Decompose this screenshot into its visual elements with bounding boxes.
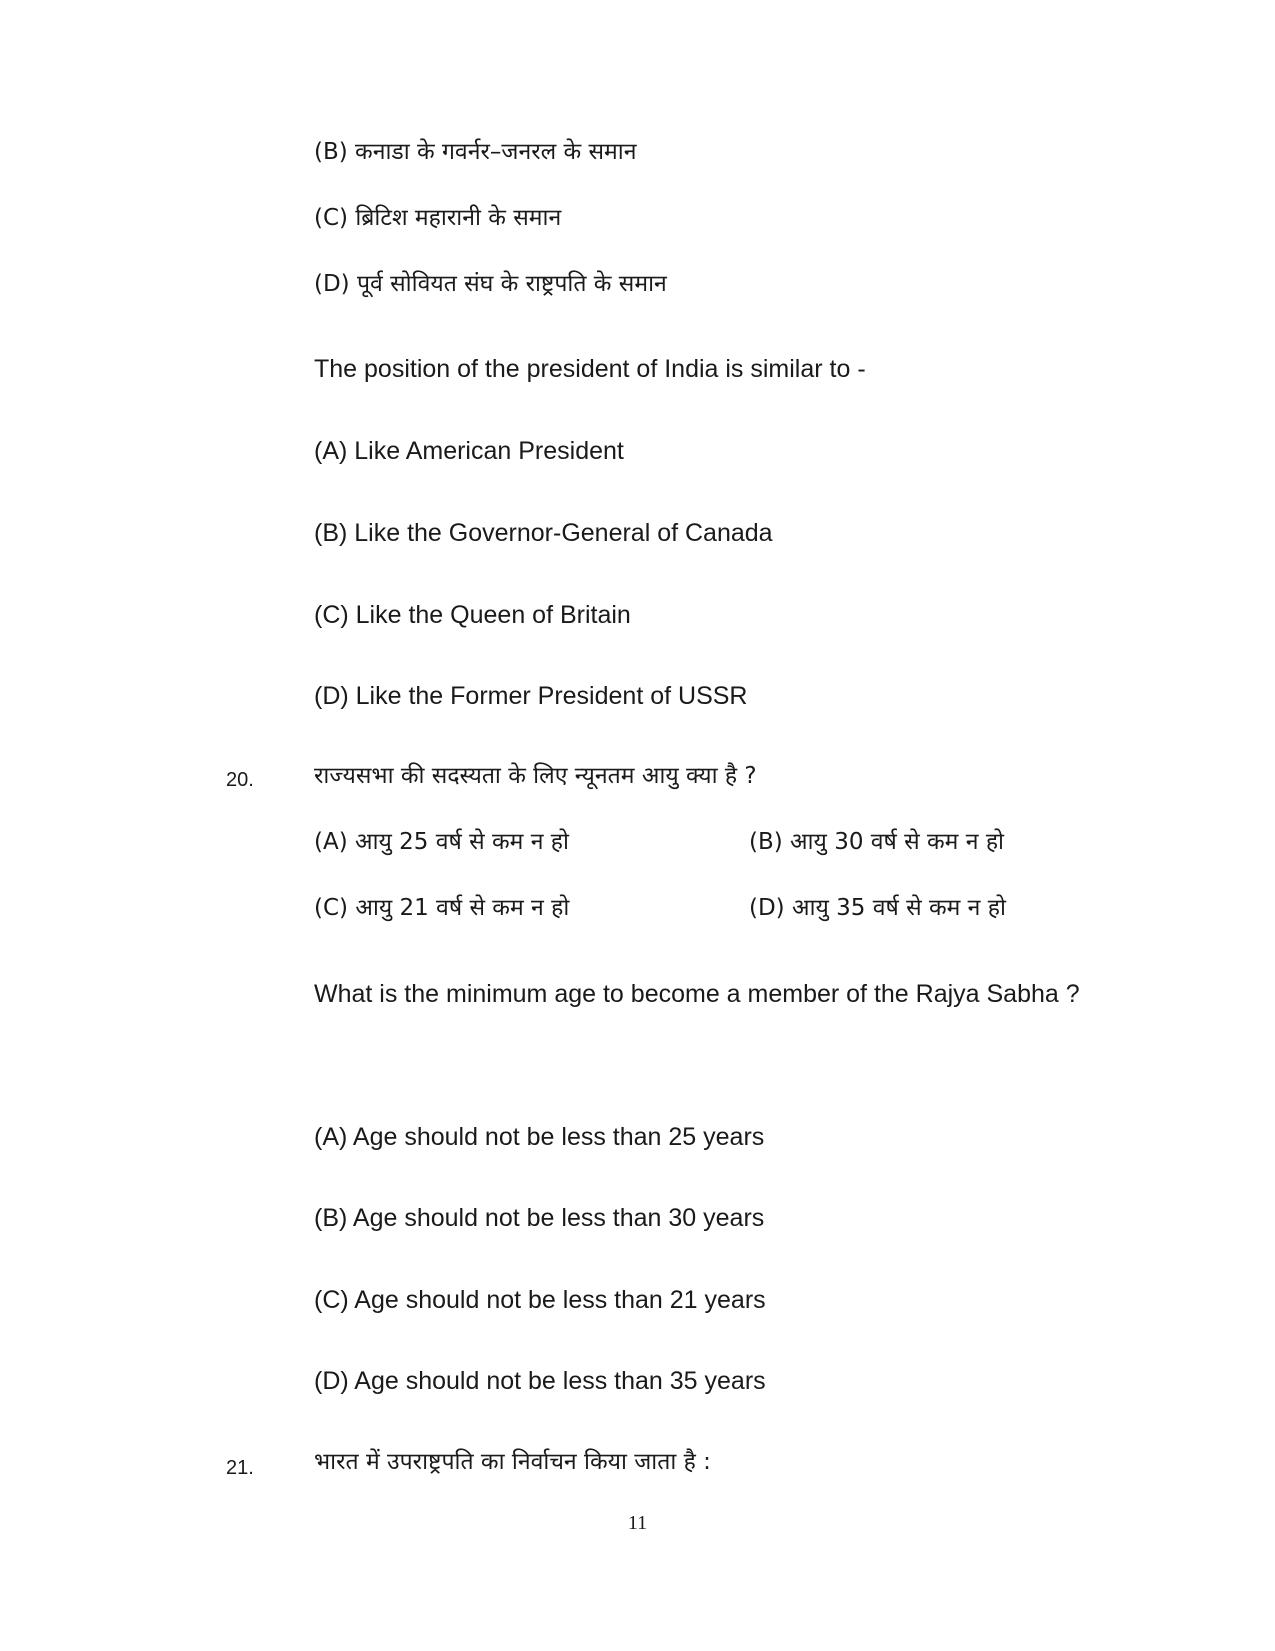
q21-number: 21. <box>226 1457 254 1479</box>
q20-hindi-option-a: (A) आयु 25 वर्ष से कम न हो <box>314 829 569 855</box>
q19-english-option-d: (D) Like the Former President of USSR <box>314 682 748 710</box>
q20-hindi-option-b: (B) आयु 30 वर्ष से कम न हो <box>749 829 1004 855</box>
q20-hindi-option-d: (D) आयु 35 वर्ष से कम न हो <box>749 895 1006 921</box>
q20-hindi-question: राज्यसभा की सदस्यता के लिए न्यूनतम आयु क्या है ? <box>314 763 757 789</box>
q20-english-option-c: (C) Age should not be less than 21 years <box>314 1286 766 1314</box>
q19-hindi-option-d: (D) पूर्व सोवियत संघ के राष्ट्रपति के समान <box>314 271 667 297</box>
q20-english-option-d: (D) Age should not be less than 35 years <box>314 1367 766 1395</box>
q19-english-option-b: (B) Like the Governor-General of Canada <box>314 519 773 547</box>
page-number: 11 <box>627 1512 648 1534</box>
q19-hindi-option-c: (C) ब्रिटिश महारानी के समान <box>314 205 562 231</box>
q21-hindi-question: भारत में उपराष्ट्रपति का निर्वाचन किया जाता है : <box>314 1449 711 1475</box>
q20-english-option-b: (B) Age should not be less than 30 years <box>314 1204 765 1232</box>
q19-english-option-c: (C) Like the Queen of Britain <box>314 601 631 629</box>
q20-number: 20. <box>226 769 254 791</box>
q20-english-question: What is the minimum age to become a member of the Rajya Sabha ? <box>314 980 1080 1008</box>
q19-english-option-a: (A) Like American President <box>314 437 624 465</box>
q20-hindi-option-c: (C) आयु 21 वर्ष से कम न हो <box>314 895 570 921</box>
q19-english-question: The position of the president of India is similar to - <box>314 355 866 383</box>
q20-english-option-a: (A) Age should not be less than 25 years <box>314 1123 765 1151</box>
q19-hindi-option-b: (B) कनाडा के गवर्नर–जनरल के समान <box>314 139 637 165</box>
